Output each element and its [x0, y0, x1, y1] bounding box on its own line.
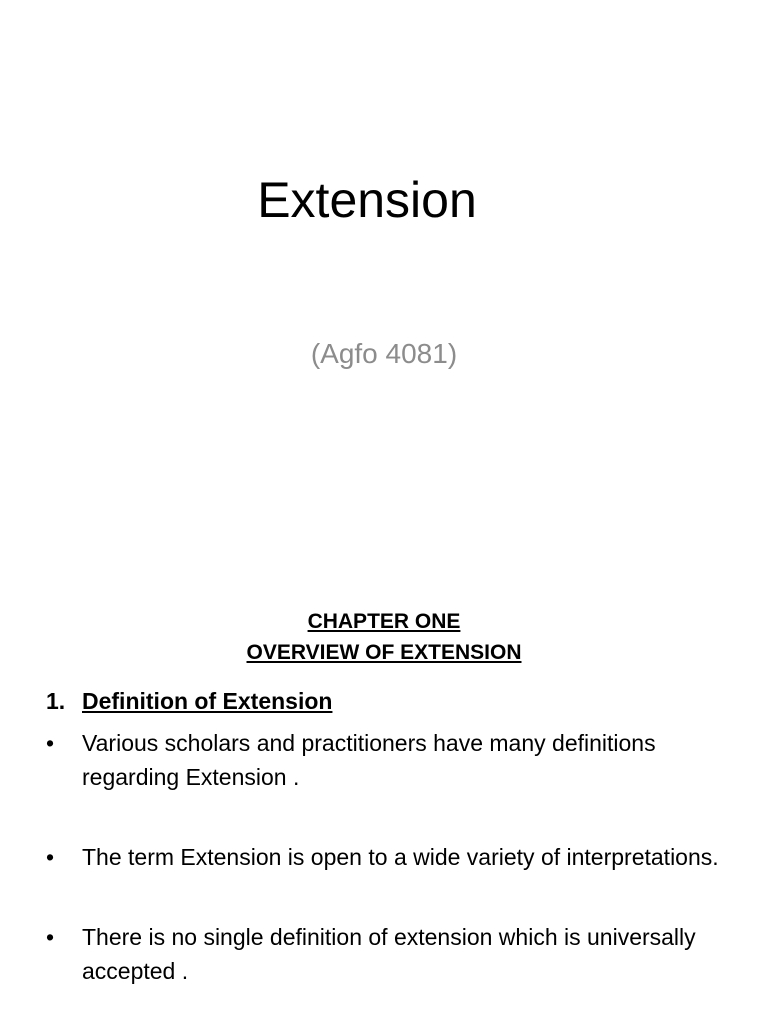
section-title: Definition of Extension [82, 688, 333, 714]
bullet-text: Various scholars and practitioners have many definitions regarding Extension . [82, 730, 656, 790]
chapter-title: OVERVIEW OF EXTENSION [246, 641, 522, 664]
bullet-icon: • [46, 844, 55, 870]
bullet-item [46, 726, 726, 794]
slide-subtitle: (Agfo 4081) [310, 338, 458, 369]
section-heading [46, 686, 332, 716]
bullet-text: There is no single definition of extension which is universally accepted . [82, 924, 696, 984]
chapter-number: CHAPTER ONE [307, 610, 461, 633]
bullet-icon: • [46, 924, 55, 950]
bullet-item [46, 840, 726, 874]
chapter-slide [0, 576, 768, 1024]
bullet-item [46, 920, 726, 988]
chapter-heading [0, 606, 768, 668]
slide-title: Extension [257, 172, 477, 228]
bullet-list [46, 726, 726, 1034]
section-number: 1. [46, 688, 66, 714]
bullet-icon: • [46, 730, 55, 756]
bullet-text: The term Extension is open to a wide variety of interpretations. [82, 844, 719, 870]
